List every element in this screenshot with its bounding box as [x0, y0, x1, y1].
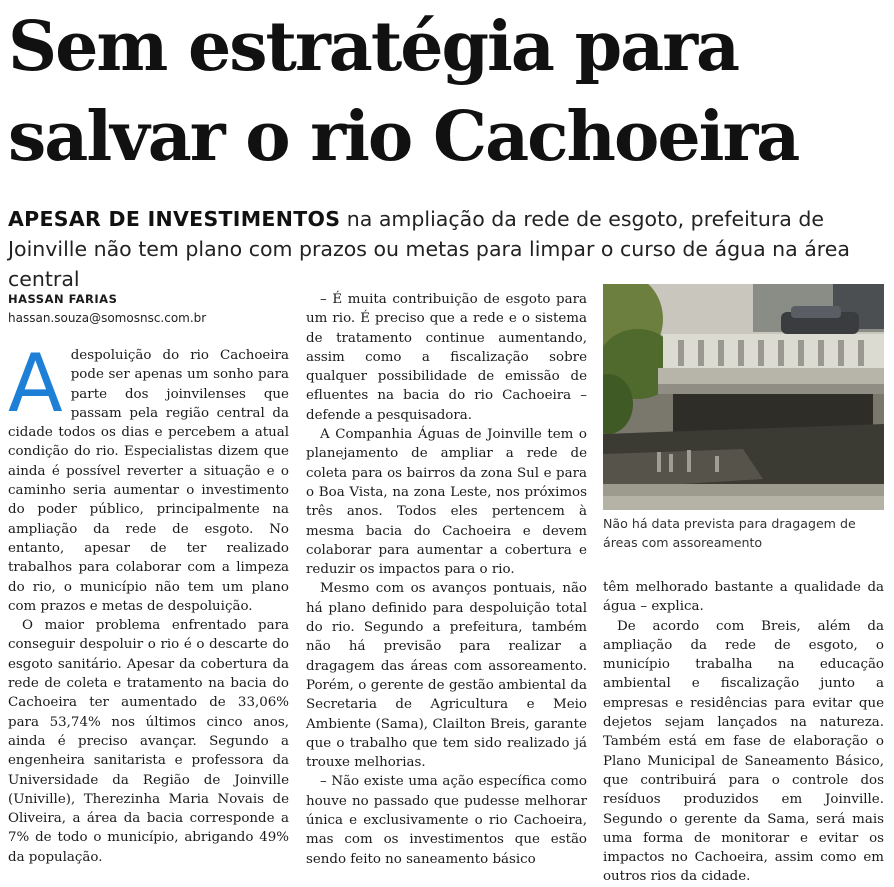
article-column-2: [306, 290, 587, 869]
article-paragraph-7: têm melhorado bastante a qualidade da água – explica.: [603, 580, 884, 615]
article-column-3: [603, 578, 884, 887]
article-paragraph-3: – É muita contribuição de esgoto para um rio. É preciso que a rede e o sistema de tratamento continue aumentando, assim como a fiscalização sobre qualquer possibilidade de emissão de efluentes na bacia do rio Cachoeira – defende a pesquisadora.: [306, 292, 587, 423]
article-paragraph-8: De acordo com Breis, além da ampliação da rede de esgoto, o município trabalha na educação ambiental e fiscalização junto a empresas e residências para evitar que dejetos sejam lançados na natureza. Também está em fase de elaboração o Plano Municipal de Saneamento Básico, que contribuirá para o controle dos resíduos produzidos em Joinville. Segundo o gerente da Sama, será mais uma forma de monitorar e evitar os impactos no Cachoeira, assim como em outros rios da cidade.: [603, 618, 884, 885]
byline: [8, 291, 206, 329]
article-paragraph-2: O maior problema enfrentado para conseguir despoluir o rio é o descarte do esgoto sanitário. Apesar da cobertura da rede de coleta e tratamento na bacia do Cachoeira ter aumentado de 33,06% para 53,74% nos últimos cinco anos, ainda é preciso avançar. Segundo a engenheira sanitarista e professora da Universidade da Região de Joinville (Univille), Therezinha Maria Novais de Oliveira, a área da bacia corresponde a 7% de todo o município, abrigando 49% da população.: [8, 618, 289, 865]
article-paragraph-1: [8, 337, 289, 616]
headline: [8, 2, 888, 182]
drop-cap: A: [8, 337, 63, 430]
article-column-1: [8, 337, 289, 867]
river-bridge-photo: [603, 284, 884, 510]
river-bridge-illustration: [603, 284, 884, 510]
headline-line-2: salvar o rio Cachoeira: [8, 97, 799, 177]
deck-text: na ampliação da rede de esgoto, prefeitura de Joinville não tem plano com prazos ou metas para limpar o curso de água na área central: [8, 207, 850, 291]
article-paragraph-5: Mesmo com os avanços pontuais, não há plano definido para despoluição total do rio. Segundo a prefeitura, também não há previsão para realizar a dragagem das áreas com assoreamento. Porém, o gerente de gestão ambiental da Secretaria de Agricultura e Meio Ambiente (Sama), Clailton Breis, garante que o trabalho que tem sido realizado já trouxe melhorias.: [306, 581, 587, 771]
byline-author: HASSAN FARIAS: [8, 292, 118, 306]
headline-line-1: Sem estratégia para: [8, 7, 739, 87]
article-paragraph-6: – Não existe uma ação específica como houve no passado que pudesse melhorar única e exclusivamente o rio Cachoeira, mas com os investimentos que estão sendo feito no saneamento básico: [306, 774, 587, 867]
deck: [8, 204, 888, 294]
deck-kicker: APESAR DE INVESTIMENTOS: [8, 207, 341, 231]
article-paragraph-4: A Companhia Águas de Joinville tem o planejamento de ampliar a rede de coleta para os bairros da zona Sul e para o Boa Vista, na zona Leste, nos próximos três anos. Todos eles pertencem à mesma bacia do Cachoeira e devem colaborar para aumentar a cobertura e reduzir os impactos para o rio.: [306, 427, 587, 578]
byline-email: hassan.souza@somosnsc.com.br: [8, 311, 207, 325]
article-paragraph-1-text: despoluição do rio Cachoeira pode ser apenas um sonho para parte dos joinvilenses que passam pela região central da cidade todos os dias e percebem a atual condição do rio. Especialistas dizem que ainda é possível reverter a situação e o caminho seria aumentar o investimento do poder público, principalmente na ampliação da rede de esgoto. No entanto, apesar de ter realizado trabalhos para colaborar com a limpeza do rio, o município não tem um plano com prazos e metas de despoluição.: [8, 348, 289, 614]
photo-caption: Não há data prevista para dragagem de áreas com assoreamento: [603, 516, 856, 550]
